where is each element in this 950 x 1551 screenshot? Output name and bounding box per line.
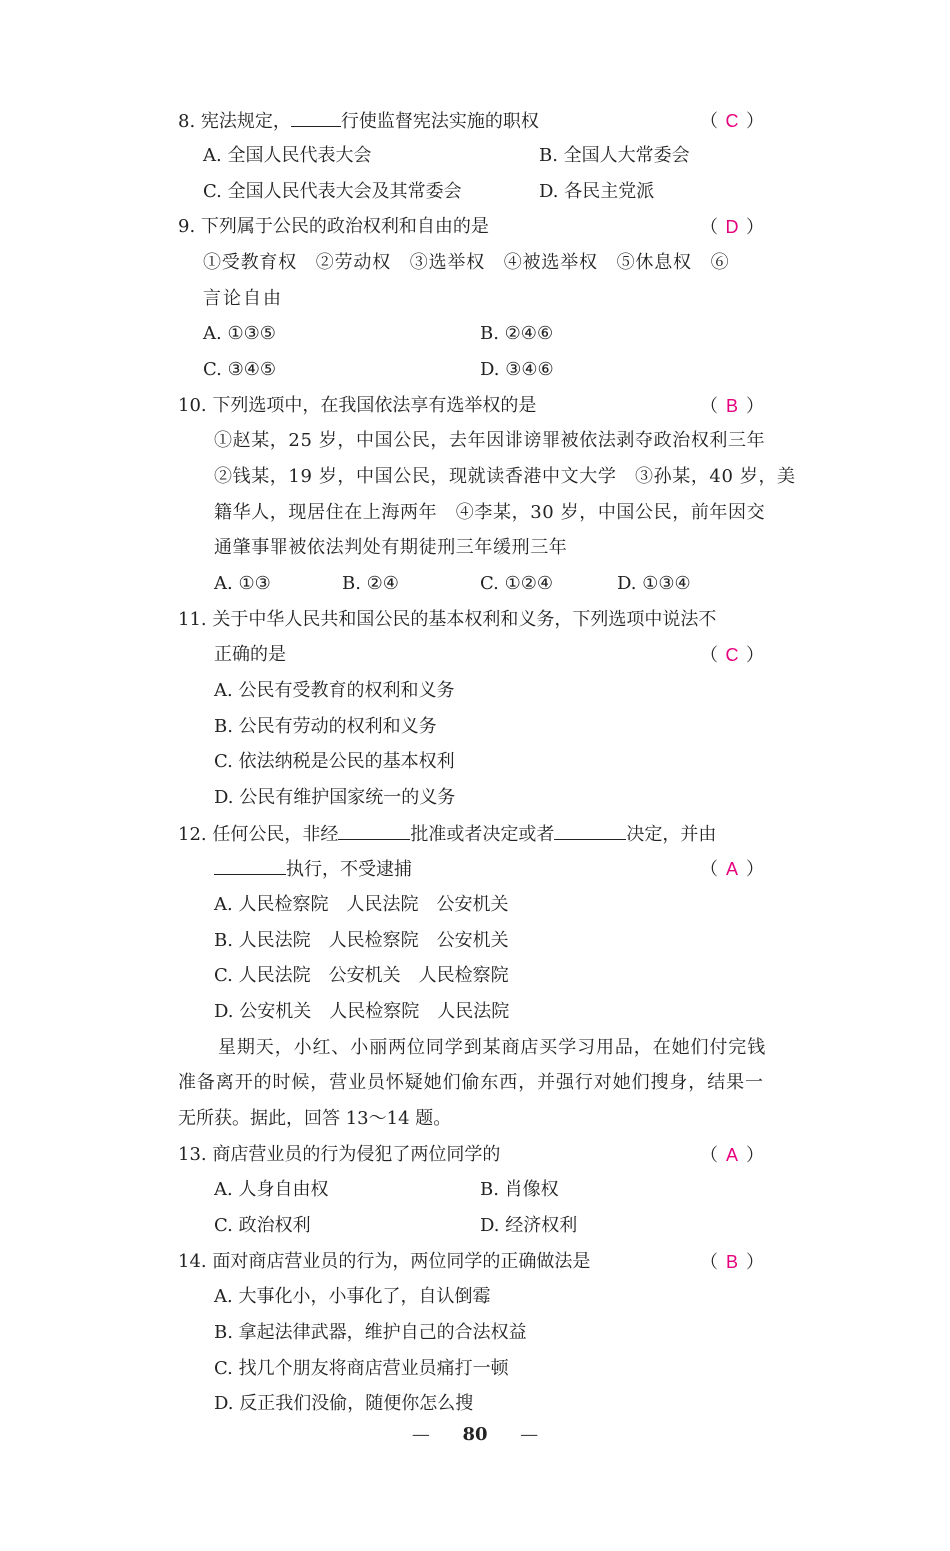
page-number: 80 bbox=[462, 1424, 488, 1445]
page-dash-right: — bbox=[520, 1424, 539, 1445]
bracket-open: （ bbox=[700, 396, 718, 416]
q10-option-d: D. ①③④ bbox=[617, 573, 691, 594]
q8-option-b: B. 全国人大常委会 bbox=[539, 145, 690, 166]
q9-option-b: B. ②④⑥ bbox=[480, 323, 554, 344]
q8-answer-bracket bbox=[700, 110, 764, 132]
q11-answer: C bbox=[725, 645, 739, 665]
q9-option-d: D. ③④⑥ bbox=[480, 359, 554, 380]
q14-option-a: A. 大事化小，小事化了，自认倒霉 bbox=[214, 1286, 491, 1307]
q14-stem: 14. 面对商店营业员的行为，两位同学的正确做法是 bbox=[178, 1251, 591, 1272]
q12-option-b: B. 人民法院 人民检察院 公安机关 bbox=[214, 930, 509, 951]
q13-option-c: C. 政治权利 bbox=[214, 1215, 311, 1236]
q10-answer: B bbox=[725, 396, 738, 416]
q9-items-line1: ①受教育权 ②劳动权 ③选举权 ④被选举权 ⑤休息权 ⑥ bbox=[203, 252, 730, 273]
q13-option-b: B. 肖像权 bbox=[480, 1179, 559, 1200]
bracket-open: （ bbox=[700, 859, 718, 879]
q12-blank-1 bbox=[338, 823, 410, 840]
q10-body-line1: ①赵某，25 岁，中国公民，去年因诽谤罪被依法剥夺政治权利三年 bbox=[214, 430, 766, 451]
q12-stem-line1 bbox=[178, 823, 716, 846]
q9-stem: 9. 下列属于公民的政治权利和自由的是 bbox=[178, 216, 489, 237]
q12-stem-line2 bbox=[214, 858, 412, 881]
q12-stem-part4: 执行，不受逮捕 bbox=[286, 859, 412, 880]
q11-option-c: C. 依法纳税是公民的基本权利 bbox=[214, 751, 455, 772]
q11-answer-bracket bbox=[700, 644, 764, 666]
bracket-close: ） bbox=[746, 1145, 764, 1165]
q12-blank-3 bbox=[214, 858, 286, 875]
q9-answer-bracket bbox=[700, 216, 764, 238]
q11-option-d: D. 公民有维护国家统一的义务 bbox=[214, 787, 456, 808]
q10-body-line3: 籍华人，现居住在上海两年 ④李某，30 岁，中国公民，前年因交 bbox=[214, 502, 766, 523]
bracket-open: （ bbox=[700, 1145, 718, 1165]
q14-answer-bracket bbox=[700, 1251, 764, 1273]
q9-option-c: C. ③④⑤ bbox=[203, 359, 276, 380]
passage-line3: 无所获。据此，回答 13～14 题。 bbox=[178, 1108, 452, 1129]
bracket-close: ） bbox=[746, 111, 764, 131]
q11-stem-line1: 11. 关于中华人民共和国公民的基本权利和义务，下列选项中说法不 bbox=[178, 609, 717, 630]
q14-option-c: C. 找几个朋友将商店营业员痛打一顿 bbox=[214, 1358, 509, 1379]
q12-option-d: D. 公安机关 人民检察院 人民法院 bbox=[214, 1001, 510, 1022]
q13-option-d: D. 经济权利 bbox=[480, 1215, 578, 1236]
q8-answer: C bbox=[725, 111, 739, 131]
bracket-open: （ bbox=[700, 111, 718, 131]
bracket-open: （ bbox=[700, 217, 718, 237]
q14-answer: B bbox=[725, 1252, 738, 1272]
q12-option-a: A. 人民检察院 人民法院 公安机关 bbox=[214, 894, 509, 915]
q10-answer-bracket bbox=[700, 395, 764, 417]
q8-option-c: C. 全国人民代表大会及其常委会 bbox=[203, 181, 462, 202]
q10-option-a: A. ①③ bbox=[214, 573, 271, 594]
q8-stem bbox=[178, 110, 539, 133]
q9-option-a: A. ①③⑤ bbox=[203, 323, 276, 344]
bracket-close: ） bbox=[746, 859, 764, 879]
q13-answer-bracket bbox=[700, 1144, 764, 1166]
q12-stem-part1: 12. 任何公民，非经 bbox=[178, 824, 339, 845]
q11-stem-line2: 正确的是 bbox=[214, 644, 286, 665]
q12-answer-bracket bbox=[700, 858, 764, 880]
q9-answer: D bbox=[725, 217, 739, 237]
q13-stem: 13. 商店营业员的行为侵犯了两位同学的 bbox=[178, 1144, 501, 1165]
q10-body-line2: ②钱某，19 岁，中国公民，现就读香港中文大学 ③孙某，40 岁，美 bbox=[214, 466, 796, 487]
q9-items-line2: 言论自由 bbox=[203, 288, 283, 309]
q12-stem-part2: 批准或者决定或者 bbox=[410, 824, 555, 845]
passage-line1: 星期天，小红、小丽两位同学到某商店买学习用品，在她们付完钱 bbox=[218, 1037, 767, 1058]
q12-stem-part3: 决定，并由 bbox=[626, 824, 717, 845]
page-footer bbox=[0, 1424, 950, 1446]
q10-body-line4: 通肇事罪被依法判处有期徒刑三年缓刑三年 bbox=[214, 537, 568, 558]
q11-option-b: B. 公民有劳动的权利和义务 bbox=[214, 716, 437, 737]
q13-option-a: A. 人身自由权 bbox=[214, 1179, 329, 1200]
page-dash-left: — bbox=[411, 1424, 430, 1445]
q10-option-c: C. ①②④ bbox=[480, 573, 553, 594]
bracket-open: （ bbox=[700, 1252, 718, 1272]
q10-option-b: B. ②④ bbox=[342, 573, 399, 594]
bracket-open: （ bbox=[700, 645, 718, 665]
q14-option-b: B. 拿起法律武器，维护自己的合法权益 bbox=[214, 1322, 527, 1343]
q11-option-a: A. 公民有受教育的权利和义务 bbox=[214, 680, 455, 701]
q12-blank-2 bbox=[554, 823, 626, 840]
q10-stem: 10. 下列选项中，在我国依法享有选举权的是 bbox=[178, 395, 537, 416]
q8-stem-part2: 行使监督宪法实施的职权 bbox=[340, 111, 539, 132]
bracket-close: ） bbox=[746, 645, 764, 665]
bracket-close: ） bbox=[746, 396, 764, 416]
bracket-close: ） bbox=[746, 217, 764, 237]
q13-answer: A bbox=[725, 1145, 738, 1165]
q8-option-a: A. 全国人民代表大会 bbox=[203, 145, 372, 166]
q12-option-c: C. 人民法院 公安机关 人民检察院 bbox=[214, 965, 509, 986]
q8-blank bbox=[291, 110, 341, 127]
q8-option-d: D. 各民主党派 bbox=[539, 181, 655, 202]
passage-line2: 准备离开的时候，营业员怀疑她们偷东西，并强行对她们搜身，结果一 bbox=[178, 1072, 764, 1093]
q12-answer: A bbox=[725, 859, 738, 879]
q14-option-d: D. 反正我们没偷，随便你怎么搜 bbox=[214, 1393, 474, 1414]
q8-stem-part1: 8. 宪法规定， bbox=[178, 111, 291, 132]
bracket-close: ） bbox=[746, 1252, 764, 1272]
